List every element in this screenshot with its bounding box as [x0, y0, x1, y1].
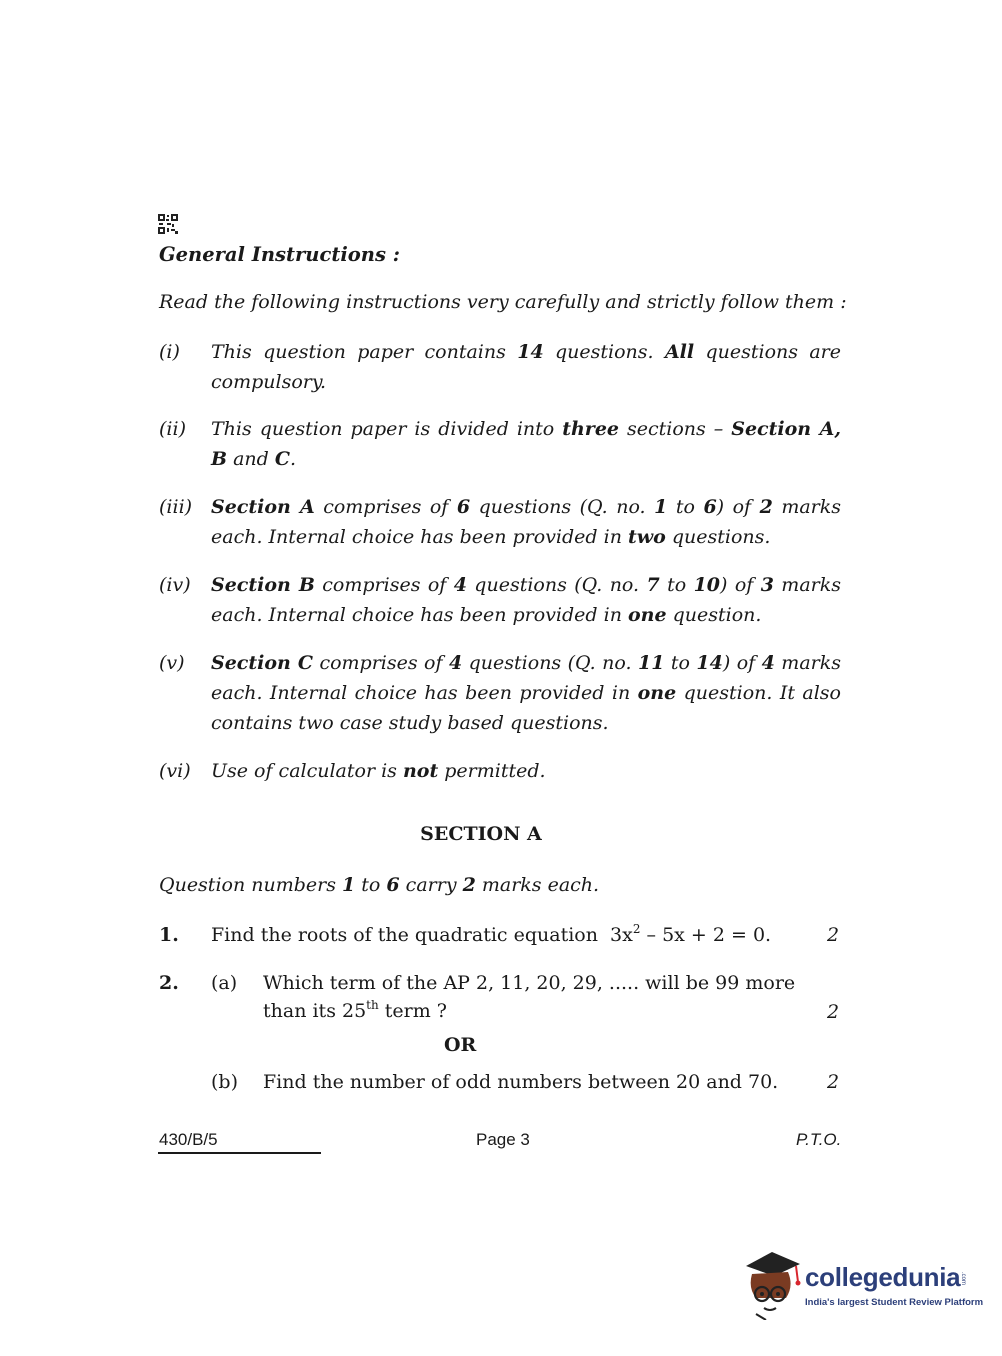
instruction-item — [159, 648, 841, 738]
question-2a-line1: Which term of the AP 2, 11, 20, 29, ..... will be 99 more — [263, 972, 796, 994]
question-2b-marks: 2 — [827, 1071, 840, 1093]
instruction-item — [159, 337, 841, 397]
instruction-number: (i) — [159, 341, 180, 363]
instruction-number: (v) — [159, 652, 185, 674]
instruction-text: Use of calculator is not permitted. — [211, 760, 546, 782]
qr-code-icon — [158, 214, 178, 234]
question-2b-label: (b) — [211, 1071, 238, 1093]
collegedunia-mascot-icon — [742, 1248, 804, 1320]
paper-code-underline — [158, 1152, 321, 1154]
instruction-item — [159, 492, 841, 552]
question-1-text: Find the roots of the quadratic equation $3x^2 - 5x + 2 = 0$. — [211, 922, 772, 946]
question-2b-text: Find the number of odd numbers between 20 and 70. — [263, 1071, 779, 1093]
paper-code: 430/B/5 — [159, 1130, 218, 1149]
collegedunia-tagline: India's largest Student Review Platform — [805, 1297, 984, 1308]
question-2a-marks: 2 — [827, 1001, 840, 1023]
instruction-text: Section B comprises of 4 questions (Q. no. 7 to 10) of 3 marks each. Internal choice has been provided in one question. — [211, 574, 841, 626]
instruction-item — [159, 570, 841, 630]
instruction-number: (iii) — [159, 496, 193, 518]
instruction-number: (vi) — [159, 760, 191, 782]
or-separator: OR — [444, 1034, 477, 1056]
instruction-text: This question paper is divided into three sections – Section A, B and C. — [211, 418, 841, 470]
section-subtitle: Question numbers 1 to 6 carry 2 marks each. — [159, 874, 600, 896]
question-2a-label: (a) — [211, 972, 238, 994]
question-2a-line2: than its 25th term ? — [263, 998, 447, 1022]
question-2-number: 2. — [159, 972, 179, 994]
section-title: SECTION A — [420, 823, 542, 845]
collegedunia-logo-com: .com — [960, 1272, 966, 1286]
instruction-number: (ii) — [159, 418, 186, 440]
instruction-item — [159, 414, 841, 474]
page-number: Page 3 — [476, 1130, 530, 1149]
instruction-text: This question paper contains 14 questions. All questions are compulsory. — [211, 341, 841, 393]
instructions-intro: Read the following instructions very carefully and strictly follow them : — [159, 291, 847, 313]
question-1-marks: 2 — [827, 924, 840, 946]
instruction-item — [159, 756, 841, 786]
general-instructions-heading: General Instructions : — [159, 243, 400, 266]
question-1-number: 1. — [159, 924, 179, 946]
instruction-number: (iv) — [159, 574, 191, 596]
instruction-text: Section A comprises of 6 questions (Q. no. 1 to 6) of 2 marks each. Internal choice has been provided in two questions. — [211, 496, 842, 548]
collegedunia-logo-text: collegedunia — [805, 1262, 961, 1292]
instruction-text: Section C comprises of 4 questions (Q. no. 11 to 14) of 4 marks each. Internal choice has been provided in one question. It also contains two case study based questions. — [211, 652, 841, 734]
pto-label: P.T.O. — [796, 1130, 842, 1149]
